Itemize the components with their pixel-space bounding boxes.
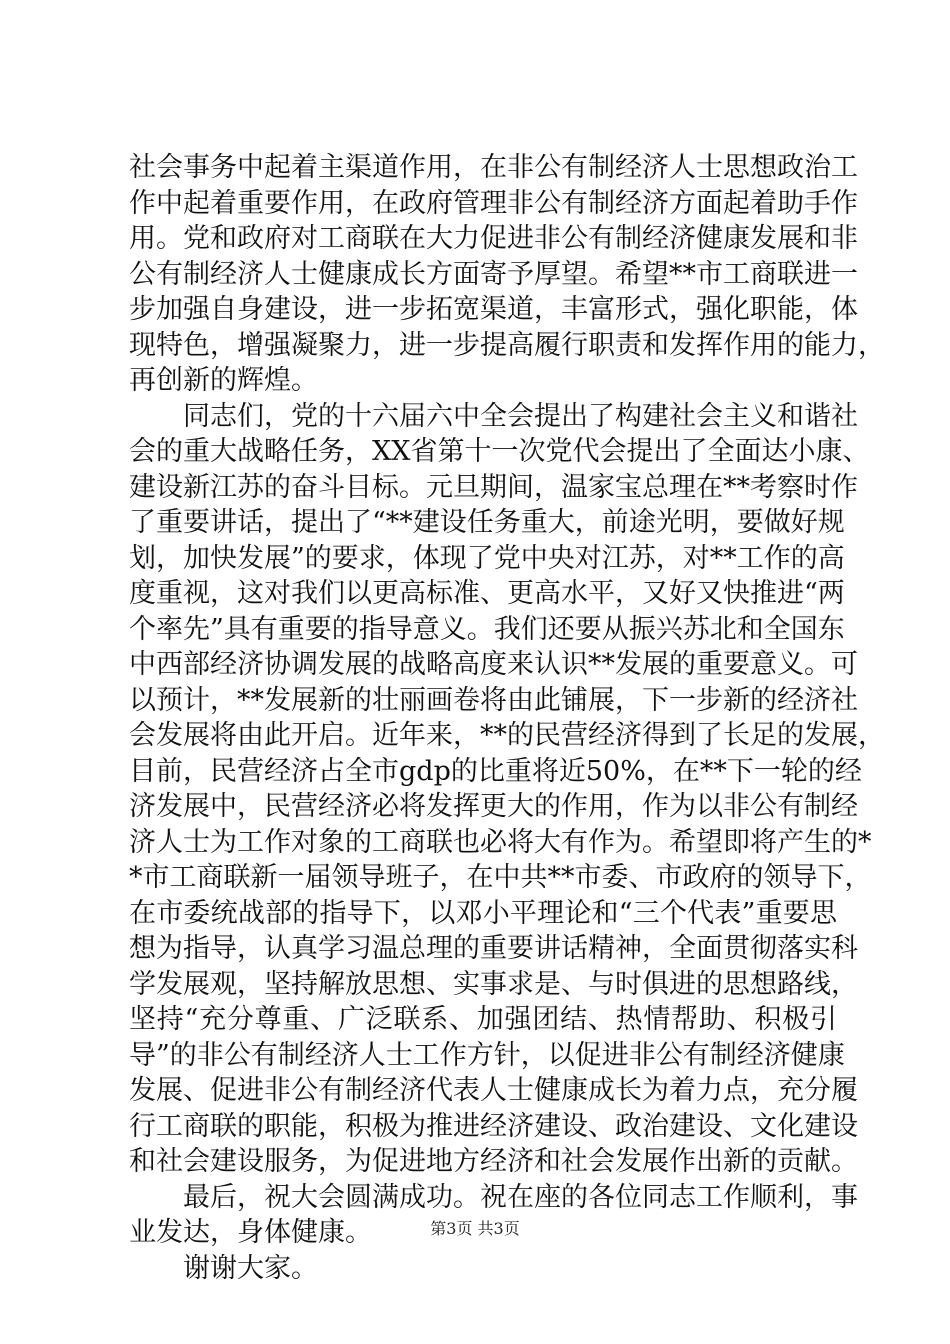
text-line: 目前，民营经济占全市gdp的比重将近50%，在**下一轮的经 [129,755,862,787]
page-number-footer: 第3页 共3页 [430,1219,520,1238]
paragraph [129,1251,837,1287]
text-line: 济发展中，民营经济必将发挥更大的作用，作为以非公有制经 [129,791,858,822]
text-line: 个率先”具有重要的指导意义。我们还要从振兴苏北和全国东 [129,613,845,645]
document-body [129,150,885,1286]
text-line: 以预计，**发展新的壮丽画卷将由此铺展，下一步新的经济社 [129,684,858,716]
text-line: 行工商联的职能，积极为推进经济建设、政治建设、文化建设 [129,1110,858,1142]
text-line: 再创新的辉煌。 [129,365,318,396]
text-line: 了重要讲话，提出了“**建设任务重大，前途光明，要做好规 [129,507,845,538]
text-line: 用。党和政府对工商联在大力促进非公有制经济健康发展和非 [129,223,858,254]
text-line: 最后，祝大会圆满成功。祝在座的各位同志工作顺利，事 [183,1181,858,1213]
text-line: 度重视，这对我们以更高标准、更高水平，又好又快推进“两 [129,578,845,609]
text-line: 想为指导，认真学习温总理的重要讲话精神，全面贯彻落实科 [129,933,858,964]
paragraph [129,1180,858,1251]
text-line: 公有制经济人士健康成长方面寄予厚望。希望**市工商联进一 [129,258,858,290]
text-line: 导”的非公有制经济人士工作方针，以促进非公有制经济健康 [129,1039,845,1071]
text-line: 建设新江苏的奋斗目标。元旦期间，温家宝总理在**考察时作 [129,471,858,503]
text-line: 划，加快发展”的要求，体现了党中央对江苏，对**工作的高 [129,542,845,574]
text-line: 会的重大战略任务，XX省第十一次党代会提出了全面达小康、 [129,436,870,467]
text-line: 中西部经济协调发展的战略高度来认识**发展的重要意义。可 [129,649,858,680]
text-line: 社会事务中起着主渠道作用，在非公有制经济人士思想政治工 [129,152,858,183]
text-line: 济人士为工作对象的工商联也必将大有作为。希望即将产生的* [129,826,872,858]
text-line: 步加强自身建设，进一步拓宽渠道，丰富形式，强化职能，体 [129,294,858,325]
text-line: 在市委统战部的指导下，以邓小平理论和“三个代表”重要思 [129,897,837,929]
text-line: 谢谢大家。 [183,1252,318,1284]
text-line: 作中起着重要作用，在政府管理非公有制经济方面起着助手作 [129,187,858,219]
text-line: 和社会建设服务，为促进地方经济和社会发展作出新的贡献。 [129,1146,858,1177]
text-line: 现特色，增强凝聚力，进一步提高履行职责和发挥作用的能力， [129,329,885,361]
text-line: 会发展将由此开启。近年来，**的民营经济得到了长足的发展， [129,720,885,751]
paragraph [129,399,885,1180]
text-line: 发展、促进非公有制经济代表人士健康成长为着力点，充分履 [129,1075,858,1106]
text-line: *市工商联新一届领导班子，在中共**市委、市政府的领导下， [129,862,872,893]
text-line: 业发达，身体健康。 [129,1217,372,1248]
text-line: 学发展观，坚持解放思想、实事求是、与时俱进的思想路线， [129,968,858,1000]
paragraph [129,150,885,399]
text-line: 坚持“充分尊重、广泛联系、加强团结、热情帮助、积极引 [129,1004,837,1035]
text-line: 同志们，党的十六届六中全会提出了构建社会主义和谐社 [183,400,858,432]
